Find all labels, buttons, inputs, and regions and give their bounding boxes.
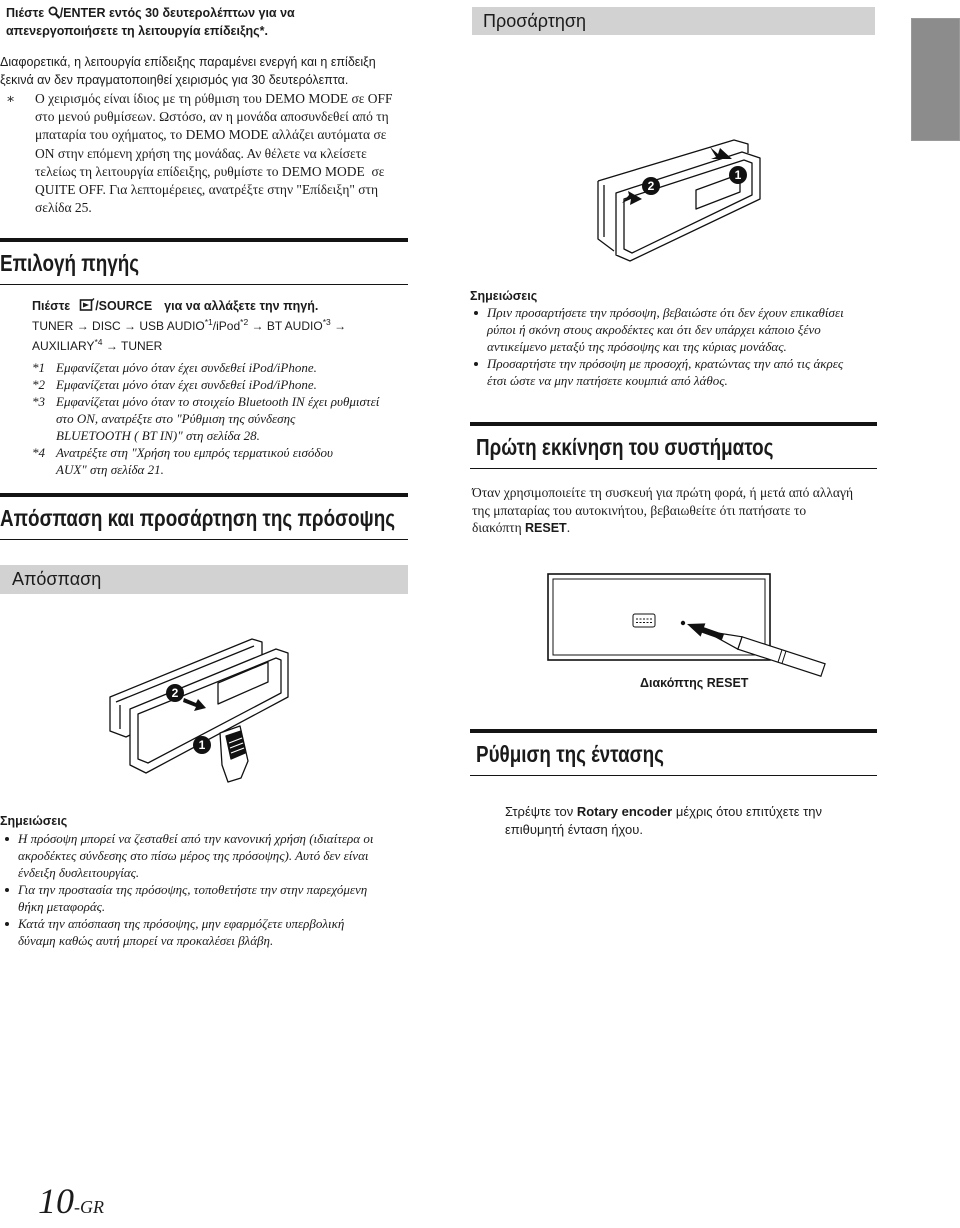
volume-instruction-line-1	[505, 803, 822, 821]
paragraph-text: .	[566, 520, 571, 535]
heading-first-start	[470, 422, 877, 469]
footnote-ref: *1	[204, 317, 213, 327]
footnote-line: τελείως τη λειτουργία επίδειξης, ρυθμίστε το DEMO MODE σε	[35, 163, 385, 179]
note-line: Για την προστασία της πρόσοψης, τοποθετήστε την στην παρεχόμενη	[18, 882, 368, 897]
footnote-line: στο μενού ρυθμίσεων. Ωστόσο, αν η μονάδα αποσυνδεθεί από τη	[35, 109, 389, 125]
note-line: ακροδέκτες σύνδεσης στο πίσω μέρος της πρόσοψης). Αυτό δεν είναι	[18, 848, 369, 863]
footnote-item	[32, 393, 379, 444]
arrow-icon: →	[124, 319, 137, 333]
source-disc: DISC	[92, 319, 121, 333]
subsection-bar-attach	[472, 7, 875, 35]
source-cycle	[32, 317, 346, 357]
step-number: 2	[171, 686, 179, 700]
step-2-marker	[642, 177, 660, 195]
demo-instruction-line-2: απενεργοποιήσετε τη λειτουργία επίδειξης*.	[6, 24, 268, 38]
footnote-mark: *1	[32, 360, 45, 375]
detach-illustration	[100, 605, 300, 790]
footnote-line: στο ON, ανατρέξτε στο "Ρύθμιση της σύνδεσης	[56, 411, 296, 426]
source-tuner: TUNER	[121, 339, 163, 353]
paragraph-text: διακόπτη	[472, 520, 525, 535]
paragraph-line	[472, 519, 853, 538]
note-line: αντικείμενο μεταξύ της πρόσοψης και της κύριας μονάδας.	[487, 339, 787, 354]
notes-list-attach	[470, 304, 844, 389]
reset-caption: Διακόπτης RESET	[640, 676, 749, 690]
notes-title-detach: Σημειώσεις	[0, 814, 68, 828]
footnote-line: σελίδα 25.	[35, 200, 92, 216]
list-item	[470, 355, 844, 389]
source-instruction-rest: για να αλλάξετε την πηγή.	[164, 299, 319, 313]
step-number: 2	[647, 179, 655, 193]
heading-volume	[470, 729, 877, 776]
footnote-line: Ο χειρισμός είναι ίδιος με τη ρύθμιση του DEMO MODE σε OFF	[35, 91, 393, 106]
rotary-encoder-label: Rotary encoder	[576, 804, 673, 819]
subsection-title: Προσάρτηση	[483, 11, 586, 31]
step-1-marker	[193, 736, 211, 754]
note-line: δύναμη καθώς αυτή μπορεί να προκαλέσει βλάβη.	[18, 933, 274, 948]
heading-source-select	[0, 238, 408, 285]
footnote-line: Ανατρέξτε στη "Χρήση του εμπρός τερματικού εισόδου	[56, 445, 333, 460]
list-item	[0, 915, 373, 949]
instruction-text: μέχρις ότου επιτύχετε την	[672, 804, 822, 819]
source-cycle-line-1	[32, 317, 346, 337]
step-1-marker	[729, 166, 747, 184]
note-line: έτσι ώστε να μην πατήσετε κουμπιά από λάθος.	[487, 373, 728, 388]
notes-title-attach: Σημειώσεις	[470, 289, 538, 303]
paragraph-line: ξεκινά αν δεν πραγματοποιηθεί χειρισμός για 30 δευτερόλεπτα.	[0, 73, 349, 87]
search-icon	[48, 6, 60, 19]
arrow-icon	[710, 147, 732, 159]
source-instruction-line	[32, 297, 318, 315]
section-title: Απόσπαση και προσάρτηση της πρόσοψης	[0, 505, 396, 531]
footnote-ref: *3	[322, 317, 331, 327]
heading-detach-attach	[0, 493, 408, 540]
source-ipod: /iPod	[212, 319, 241, 333]
source-tuner: TUNER	[32, 319, 74, 333]
footnote-mark: *4	[32, 445, 45, 460]
demo-paragraph	[0, 53, 376, 89]
subsection-title: Απόσπαση	[12, 569, 102, 589]
footnote-line: Εμφανίζεται μόνο όταν έχει συνδεθεί iPod/iPhone.	[56, 377, 317, 392]
notes-list-detach	[0, 830, 373, 949]
step-number: 1	[734, 168, 742, 182]
footnote-line: QUITE OFF. Για λεπτομέρειες, ανατρέξτε στην "Επίδειξη" στη	[35, 182, 379, 198]
note-line: Προσαρτήστε την πρόσοψη με προσοχή, κρατώντας την από τις άκρες	[487, 356, 844, 371]
footnote-ref: *4	[94, 337, 103, 347]
note-line: ένδειξη δυσλειτουργίας.	[18, 865, 140, 880]
source-usb-audio: USB AUDIO	[139, 319, 205, 333]
note-line: θήκη μεταφοράς.	[18, 899, 106, 914]
page-number	[38, 1182, 104, 1228]
footnote-item	[32, 376, 379, 393]
first-start-paragraph	[472, 484, 853, 538]
demo-instruction-line-1	[6, 4, 295, 22]
arrow-icon: →	[251, 319, 264, 333]
list-item	[0, 830, 373, 881]
chapter-tab	[911, 18, 960, 141]
chassis-side	[598, 181, 614, 251]
demo-footnote	[0, 90, 408, 217]
paragraph-line: Διαφορετικά, η λειτουργία επίδειξης παραμένει ενεργή και η επίδειξη	[0, 55, 376, 69]
enter-key-text: /ENTER εντός 30 δευτερολέπτων για να	[59, 6, 295, 20]
footnote-item	[32, 359, 379, 376]
footnote-line: Εμφανίζεται μόνο όταν έχει συνδεθεί iPod/iPhone.	[56, 360, 317, 375]
footnote-mark: ∗	[6, 91, 16, 106]
footnote-line: μπαταρία του οχήματος, το DEMO MODE αλλάζει αυτόματα σε	[35, 127, 387, 143]
page-number-suffix: -GR	[74, 1197, 104, 1217]
attach-illustration	[592, 135, 792, 265]
paragraph-line: Όταν χρησιμοποιείτε τη συσκευή για πρώτη φορά, ή μετά από αλλαγή	[472, 485, 854, 500]
footnote-mark: *3	[32, 394, 45, 409]
step-number: 1	[198, 738, 206, 752]
source-instruction	[32, 297, 318, 315]
footnote-item	[32, 444, 379, 478]
step-2-marker	[166, 684, 184, 702]
source-auxiliary: AUXILIARY	[32, 339, 95, 353]
reset-illustration	[545, 565, 830, 677]
note-line: Η πρόσοψη μπορεί να ζεσταθεί από την κανονική χρήση (ιδιαίτερα οι	[18, 831, 374, 846]
footnote-text	[0, 90, 408, 217]
section-title: Ρύθμιση της έντασης	[476, 741, 664, 767]
footnote-line: ON στην επόμενη χρήση της μονάδας. Αν θέλετε να κλείσετε	[35, 145, 367, 161]
note-line: Κατά την απόσπαση της πρόσοψης, μην εφαρμόζετε υπερβολική	[18, 916, 345, 931]
source-bt-audio: BT AUDIO	[266, 319, 323, 333]
press-label: Πιέστε	[6, 6, 45, 20]
volume-instruction-line-2: επιθυμητή ένταση ήχου.	[505, 822, 643, 837]
footnote-line: BLUETOOTH ( BT IN)" στη σελίδα 28.	[56, 428, 260, 443]
source-footnotes	[32, 359, 379, 478]
footnote-ref: *2	[240, 317, 249, 327]
reset-hole	[681, 621, 685, 625]
section-title: Πρώτη εκκίνηση του συστήματος	[476, 434, 774, 460]
press-label: Πιέστε	[32, 299, 71, 313]
source-cycle-line-2	[32, 337, 346, 357]
source-icon	[79, 298, 95, 312]
instruction-text: Στρέψτε τον	[505, 804, 577, 819]
paragraph-line: της μπαταρίας του αυτοκινήτου, βεβαιωθείτε ότι πατήσατε το	[472, 502, 807, 518]
source-key-text: /SOURCE	[95, 299, 153, 313]
footnote-line: Εμφανίζεται μόνο όταν το στοιχείο Bluetooth IN έχει ρυθμιστεί	[56, 394, 380, 409]
note-line: Πριν προσαρτήσετε την πρόσοψη, βεβαιώστε ότι δεν έχουν επικαθίσει	[487, 305, 844, 320]
reset-key-label: RESET	[525, 521, 567, 535]
footnote-line: AUX" στη σελίδα 21.	[56, 462, 164, 477]
list-item	[0, 881, 373, 915]
arrow-icon: →	[105, 339, 118, 353]
page-number-value: 10	[38, 1181, 74, 1221]
arrow-icon: →	[76, 319, 89, 333]
footnote-mark: *2	[32, 377, 45, 392]
arrow-icon: →	[334, 319, 347, 333]
volume-instruction	[505, 803, 822, 839]
list-item	[470, 304, 844, 355]
note-line: ρύποι ή σκόνη στους ακροδέκτες και ότι δεν υπάρχει κάποιο ξένο	[487, 322, 821, 337]
demo-instruction	[6, 4, 295, 40]
section-title: Επιλογή πηγής	[0, 250, 140, 276]
subsection-bar-detach	[0, 565, 408, 594]
